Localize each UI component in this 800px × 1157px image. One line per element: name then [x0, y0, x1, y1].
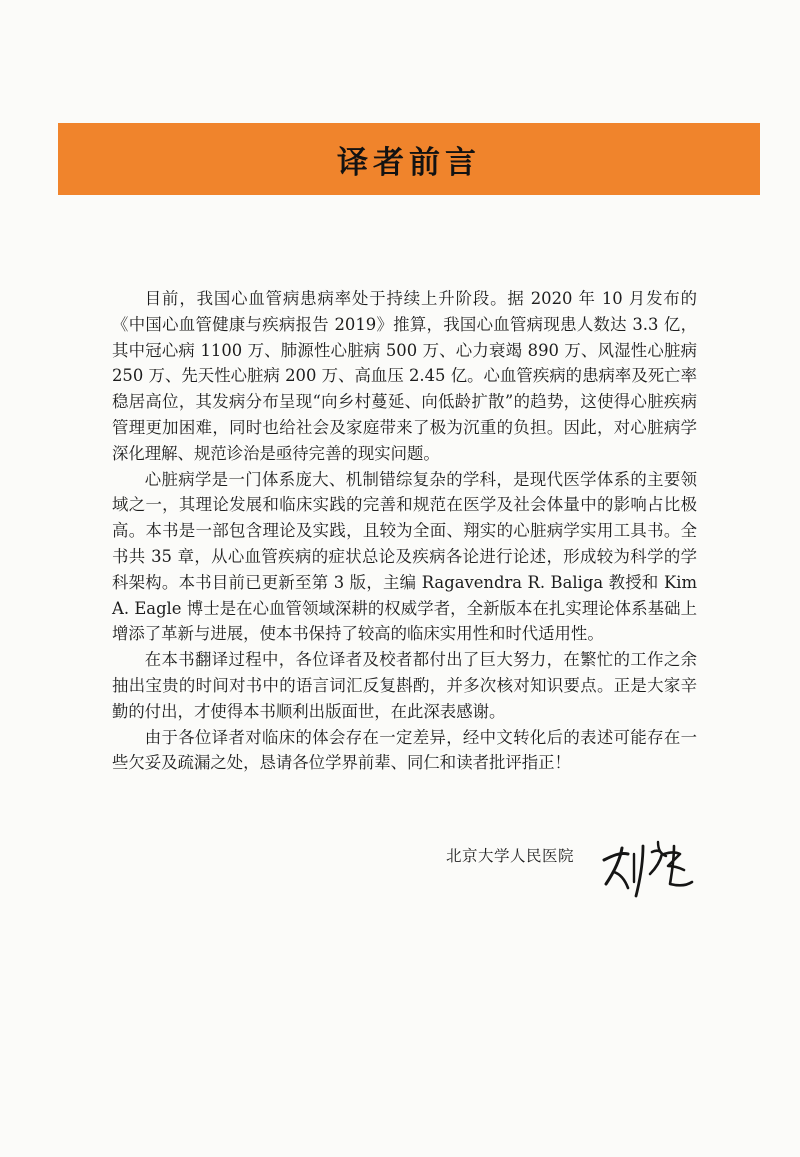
paragraph-2: 心脏病学是一门体系庞大、机制错综复杂的学科，是现代医学体系的主要领域之一，其理论发展和临床实践的完善和规范在医学及社会体量中的影响占比极高。本书是一部包含理论及实践，且较为全面、翔实的心脏病学实用工具书。全书共 35 章，从心血管疾病的症状总论及疾病各论进行论述，形成较为科学的学科架构。本书目前已更新至第 3 版，主编 Ragavendra R. Baliga 教授和 Kim A. Eagle 博士是在心血管领域深耕的权威学者，全新版本在扎实理论体系基础上增添了革新与进展，使本书保持了较高的临床实用性和时代适用性。 — [112, 469, 697, 644]
page-title: 译者前言 — [337, 144, 481, 181]
institution-name: 北京大学人民医院 — [446, 847, 575, 865]
paragraph-1: 目前，我国心血管病患病率处于持续上升阶段。据 2020 年 10 月发布的《中国心血管健康与疾病报告 2019》推算，我国心血管病现患人数达 3.3 亿，其中冠心病 1100 万、肺源性心脏病 500 万、心力衰竭 890 万、风湿性心脏病 250 万、先天性心脏病 200 万、高血压 2.45 亿。心血管疾病的患病率及死亡率稳居高位，其发病分布呈现“向乡村蔓延、向低龄扩散”的趋势，这使得心脏疾病管理更加困难，同时也给社会及家庭带来了极为沉重的负担。因此，对心脏病学深化理解、规范诊治是亟待完善的现实问题。 — [112, 289, 697, 463]
title-band — [58, 123, 760, 195]
paragraph-3: 在本书翻译过程中，各位译者及校者都付出了巨大努力，在繁忙的工作之余抽出宝贵的时间对书中的语言词汇反复斟酌，并多次核对知识要点。正是大家辛勤的付出，才使得本书顺利出版面世，在此深表感谢。 — [112, 650, 697, 721]
preface-footer — [446, 838, 696, 908]
preface-body — [112, 286, 697, 776]
handwritten-signature-icon — [594, 838, 696, 900]
paragraph-4: 由于各位译者对临床的体会存在一定差异，经中文转化后的表述可能存在一些欠妥及疏漏之处，恳请各位学界前辈、同仁和读者批评指正！ — [112, 727, 697, 773]
